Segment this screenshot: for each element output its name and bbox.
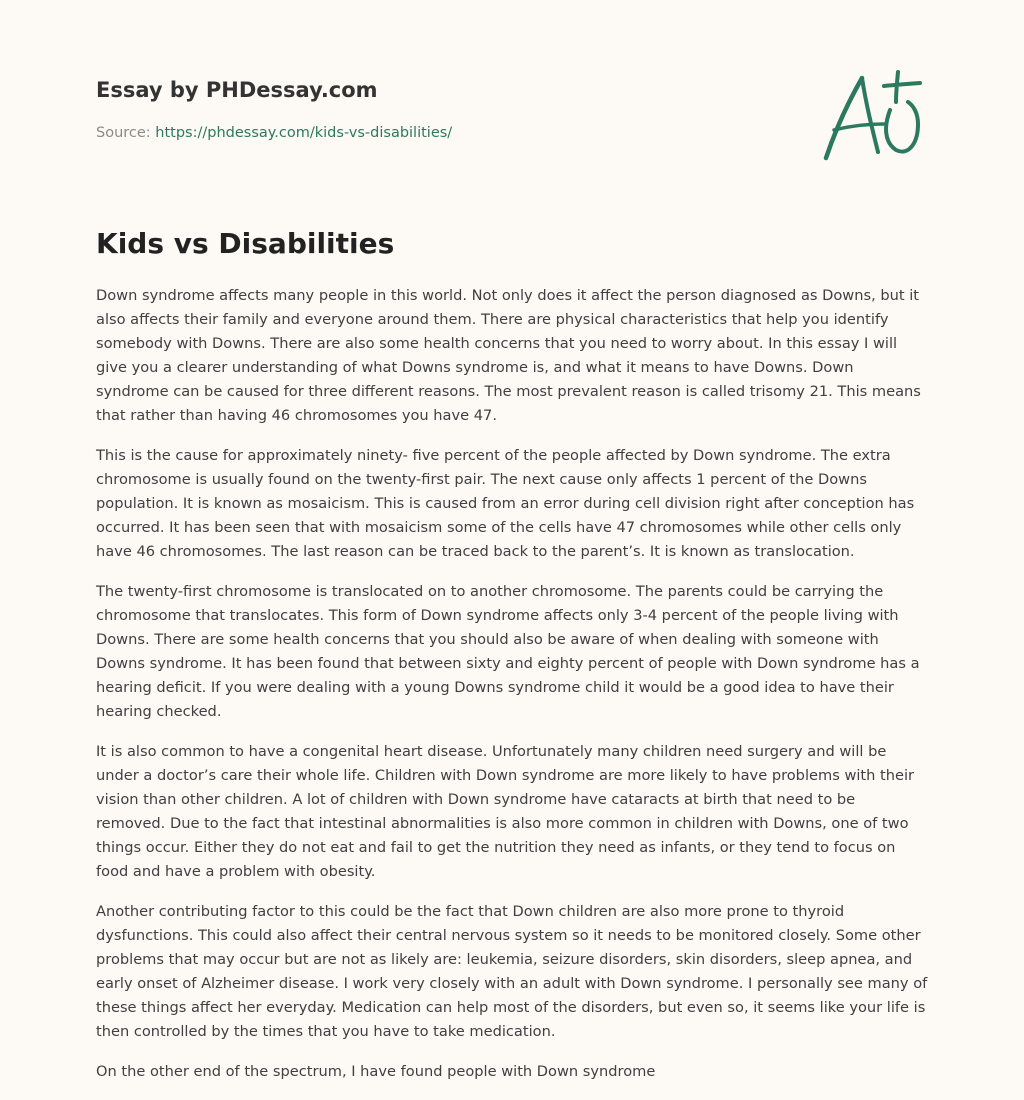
essay-page xyxy=(96,0,928,1100)
source-label: Source: xyxy=(96,125,156,141)
essay-paragraph: On the other end of the spectrum, I have found people with Down syndrome xyxy=(96,1063,656,1080)
essay-body xyxy=(96,284,928,1100)
a-plus-grade-icon xyxy=(822,68,926,164)
essay-paragraph: It is also common to have a congenital heart disease. Unfortunately many children need surgery and will be under a doctor’s care their whole life. Children with Down syndrome are more likely to have problems with their vision than other children. A lot of children with Down syndrome have cataracts at birth that need to be removed. Due to the fact that intestinal abnormalities is also more common in children with Downs, one of two things occur. Either they do not eat and fail to get the nutrition they need as infants, or they tend to focus on food and have a problem with obesity. xyxy=(96,743,915,880)
source-link[interactable]: https://phdessay.com/kids-vs-disabilities/ xyxy=(155,125,453,141)
essay-title: Kids vs Disabilities xyxy=(96,227,395,260)
essay-paragraph: Another contributing factor to this could be the fact that Down children are also more prone to thyroid dysfunctions. This could also affect their central nervous system so it needs to be monitored closely. Some other problems that may occur but are not as likely are: leukemia, seizure disorders, skin disorders, sleep apnea, and early onset of Alzheimer disease. I work very closely with an adult with Down syndrome. I personally see many of these things affect her everyday. Medication can help most of the disorders, but even so, it seems like your life is then controlled by the times that you have to take medication. xyxy=(96,903,928,1040)
source-line xyxy=(96,124,452,142)
essay-paragraph: This is the cause for approximately ninety- five percent of the people affected by Down syndrome. The extra chromosome is usually found on the twenty-first pair. The next cause only affects 1 percent of the Downs population. It is known as mosaicism. This is caused from an error during cell division right after conception has occurred. It has been seen that with mosaicism some of the cells have 47 chromosomes while other cells only have 46 chromosomes. The last reason can be traced back to the parent’s. It is known as translocation. xyxy=(96,447,915,560)
site-title: Essay by PHDessay.com xyxy=(96,78,378,102)
essay-paragraph: Down syndrome affects many people in this world. Not only does it affect the person diagnosed as Downs, but it also affects their family and everyone around them. There are physical characteristics that help you identify somebody with Downs. There are also some health concerns that you need to worry about. In this essay I will give you a clearer understanding of what Downs syndrome is, and what it means to have Downs. Down syndrome can be caused for three different reasons. The most prevalent reason is called trisomy 21. This means that rather than having 46 chromosomes you have 47. xyxy=(96,287,921,424)
essay-paragraph: The twenty-first chromosome is translocated on to another chromosome. The parents could be carrying the chromosome that translocates. This form of Down syndrome affects only 3-4 percent of the people living with Downs. There are some health concerns that you should also be aware of when dealing with someone with Downs syndrome. It has been found that between sixty and eighty percent of people with Down syndrome has a hearing deficit. If you were dealing with a young Downs syndrome child it would be a good idea to have their hearing checked. xyxy=(96,583,920,720)
